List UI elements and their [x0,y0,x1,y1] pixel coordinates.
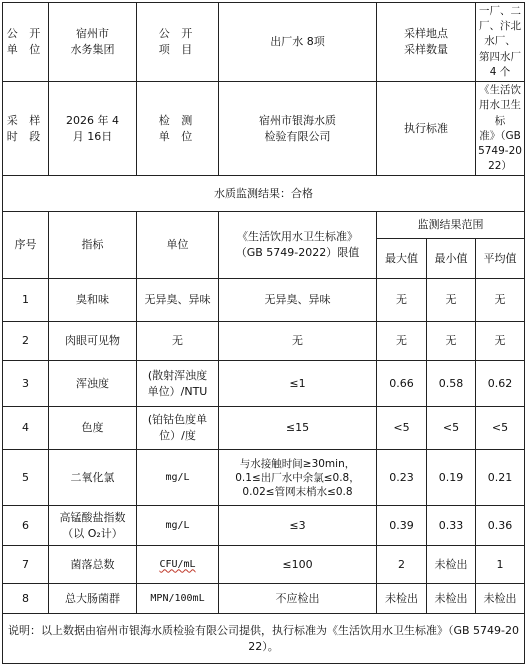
col-header-min: 最小值 [427,239,476,279]
row-min: 0.33 [427,506,476,546]
row-limit: 无 [219,322,377,361]
row-limit: ≤3 [219,506,377,546]
row-indicator: 总大肠菌群 [49,584,137,614]
row-unit: mg/L [137,506,219,546]
table-row [3,506,525,546]
row-avg: 未检出 [476,584,525,614]
row-indicator: 色度 [49,407,137,450]
row-max: <5 [377,407,427,450]
row-max: 0.39 [377,506,427,546]
col-header-indicator: 指标 [49,212,137,279]
row-limit: 与水接触时间≥30min， 0.1≤出厂水中余氯≤0.8， 0.02≤管网末梢水≤0.8 [219,450,377,506]
row-max: 0.66 [377,361,427,407]
result-line: 水质监测结果：合格 [3,176,525,212]
row-unit: 无异臭、异味 [137,279,219,322]
row-unit: (铂钴色度单 位）/度 [137,407,219,450]
row-no: 7 [3,546,49,584]
info-row-2 [3,82,525,176]
info-row-1 [3,3,525,82]
row-unit: 无 [137,322,219,361]
items-value: 出厂水 8项 [219,3,377,82]
row-max: 2 [377,546,427,584]
row-no: 8 [3,584,49,614]
row-min: 0.19 [427,450,476,506]
sample-location-value: 一厂、二厂、汴北水厂、 第四水厂 4 个 [476,3,525,82]
row-no: 5 [3,450,49,506]
lab-label: 检 测 单 位 [137,82,219,176]
row-indicator: 臭和味 [49,279,137,322]
col-header-unit: 单位 [137,212,219,279]
result-row [3,176,525,212]
row-indicator: 肉眼可见物 [49,322,137,361]
footnote: 说明：以上数据由宿州市银海水质检验有限公司提供，执行标准为《生活饮用水卫生标准》（GB 5749-2022）。 [3,614,525,664]
company-label: 公 开 单 位 [3,3,49,82]
row-max: 无 [377,322,427,361]
row-no: 2 [3,322,49,361]
row-limit: ≤15 [219,407,377,450]
row-avg: 1 [476,546,525,584]
report-table [2,2,525,664]
row-min: 未检出 [427,584,476,614]
row-limit: 无异臭、异味 [219,279,377,322]
company-value: 宿州市 水务集团 [49,3,137,82]
row-min: 未检出 [427,546,476,584]
row-min: <5 [427,407,476,450]
table-row [3,584,525,614]
period-value: 2026 年 4 月 16日 [49,82,137,176]
row-min: 0.58 [427,361,476,407]
row-min: 无 [427,322,476,361]
row-limit: ≤100 [219,546,377,584]
row-avg: 0.21 [476,450,525,506]
row-no: 6 [3,506,49,546]
row-avg: 无 [476,322,525,361]
standard-value: 《生活饮用水卫生标 准》（GB 5749-2022） [476,82,525,176]
table-row [3,546,525,584]
row-limit: 不应检出 [219,584,377,614]
table-row [3,361,525,407]
row-min: 无 [427,279,476,322]
row-unit [137,546,219,584]
row-avg: 0.62 [476,361,525,407]
row-indicator: 高锰酸盐指数 （以 O₂计） [49,506,137,546]
note-row [3,614,525,664]
row-avg: 无 [476,279,525,322]
col-header-no: 序号 [3,212,49,279]
row-max: 无 [377,279,427,322]
lab-value: 宿州市银海水质 检验有限公司 [219,82,377,176]
col-header-range: 监测结果范围 [377,212,525,239]
column-header-row-1 [3,212,525,239]
row-indicator: 菌落总数 [49,546,137,584]
row-indicator: 浑浊度 [49,361,137,407]
row-avg: 0.36 [476,506,525,546]
sample-location-label: 采样地点 采样数量 [377,3,476,82]
standard-label: 执行标准 [377,82,476,176]
table-row [3,279,525,322]
row-no: 4 [3,407,49,450]
row-indicator: 二氧化氯 [49,450,137,506]
row-no: 3 [3,361,49,407]
row-max: 0.23 [377,450,427,506]
row-max: 未检出 [377,584,427,614]
period-label: 采 样 时 段 [3,82,49,176]
table-row [3,407,525,450]
row-unit: (散射浑浊度 单位）/NTU [137,361,219,407]
col-header-avg: 平均值 [476,239,525,279]
row-avg: <5 [476,407,525,450]
row-unit: mg/L [137,450,219,506]
row-limit: ≤1 [219,361,377,407]
col-header-max: 最大值 [377,239,427,279]
table-row [3,322,525,361]
col-header-limit: 《生活饮用水卫生标准》 （GB 5749-2022）限值 [219,212,377,279]
row-unit-text: CFU/mL [159,558,196,570]
row-unit: MPN/100mL [137,584,219,614]
items-label: 公 开 项 目 [137,3,219,82]
row-no: 1 [3,279,49,322]
table-row [3,450,525,506]
